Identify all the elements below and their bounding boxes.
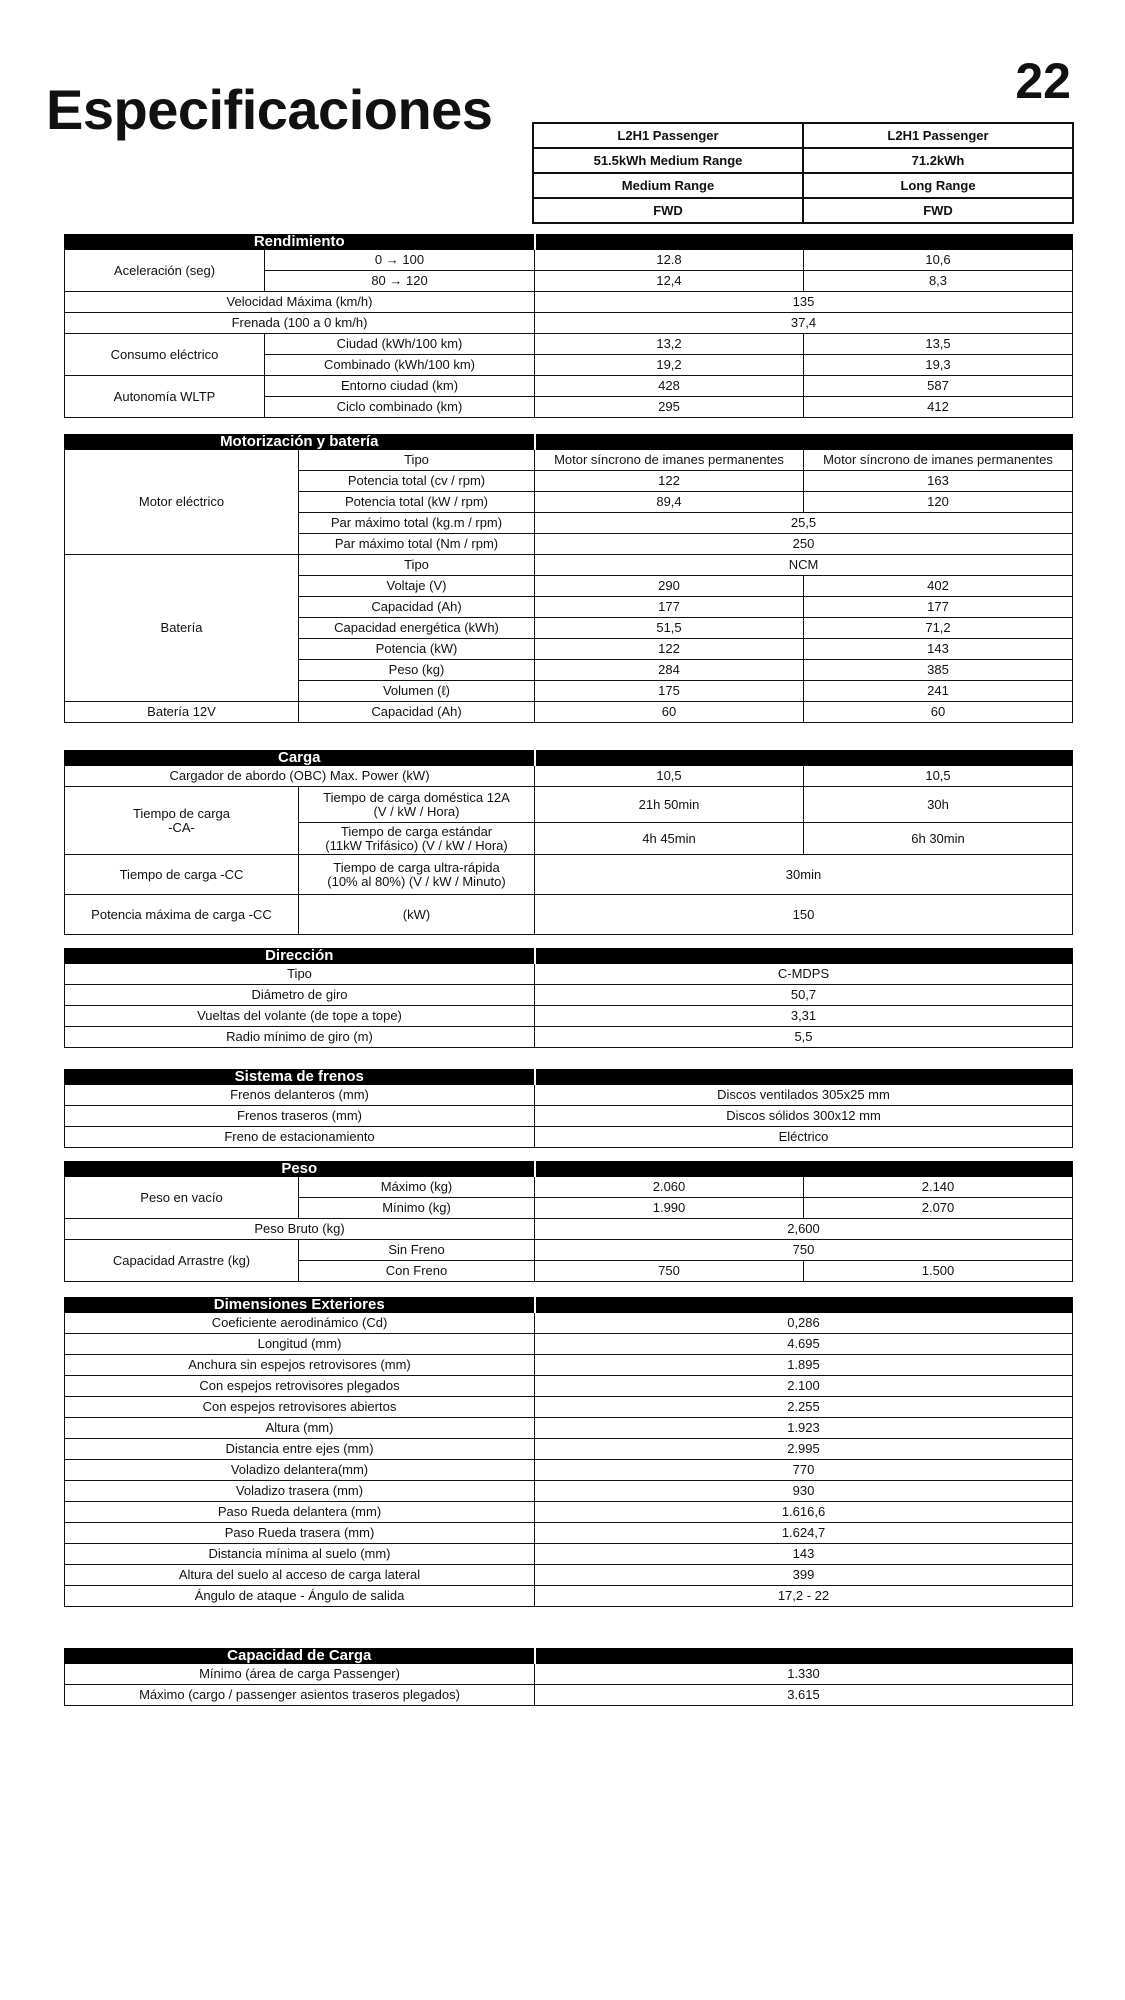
value-medium: 21h 50min: [535, 787, 804, 823]
row-label: Distancia mínima al suelo (mm): [65, 1544, 535, 1565]
row-label: Batería 12V: [65, 702, 299, 723]
table-row: [65, 766, 1073, 787]
row-label: Autonomía WLTP: [65, 376, 265, 418]
table-row: [65, 1544, 1073, 1565]
value-shared: 750: [535, 1240, 1073, 1261]
row-sublabel: Tiempo de carga doméstica 12A (V / kW / Hora): [299, 787, 535, 823]
table-row: [65, 1481, 1073, 1502]
row-label: Peso en vacío: [65, 1177, 299, 1219]
value-shared: 3.615: [535, 1685, 1073, 1706]
row-sublabel: Potencia total (kW / rpm): [299, 492, 535, 513]
value-shared: 1.616,6: [535, 1502, 1073, 1523]
value-medium: 10,5: [535, 766, 804, 787]
row-label: Distancia entre ejes (mm): [65, 1439, 535, 1460]
value-long: 385: [804, 660, 1073, 681]
value-shared: 135: [535, 292, 1073, 313]
row-sublabel: 0 → 100: [265, 250, 535, 271]
page-number: 22: [1015, 53, 1071, 109]
value-shared: 143: [535, 1544, 1073, 1565]
table-row: [65, 1460, 1073, 1481]
value-shared: 3,31: [535, 1006, 1073, 1027]
value-medium: 122: [535, 471, 804, 492]
table-row: [65, 1106, 1073, 1127]
value-long: 10,5: [804, 766, 1073, 787]
value-medium: 13,2: [535, 334, 804, 355]
row-label: Freno de estacionamiento: [65, 1127, 535, 1148]
table-row: [65, 1523, 1073, 1544]
model-header-table: [532, 122, 1074, 224]
table-row: [65, 1355, 1073, 1376]
value-long: 30h: [804, 787, 1073, 823]
row-label: Voladizo delantera(mm): [65, 1460, 535, 1481]
value-shared: Discos sólidos 300x12 mm: [535, 1106, 1073, 1127]
table-row: [65, 964, 1073, 985]
value-medium: 60: [535, 702, 804, 723]
row-label: Paso Rueda delantera (mm): [65, 1502, 535, 1523]
section-title-dimensiones: Dimensiones Exteriores: [65, 1298, 535, 1313]
value-shared: 5,5: [535, 1027, 1073, 1048]
row-label: Consumo eléctrico: [65, 334, 265, 376]
row-sublabel: Ciudad (kWh/100 km): [265, 334, 535, 355]
table-row: [65, 1219, 1073, 1240]
section-title-direccion: Dirección: [65, 949, 535, 964]
row-label: Cargador de abordo (OBC) Max. Power (kW): [65, 766, 535, 787]
row-label: Motor eléctrico: [65, 450, 299, 555]
value-long: 120: [804, 492, 1073, 513]
header-row-model: [533, 123, 1073, 148]
peso-table: [64, 1161, 1073, 1282]
value-shared: 30min: [535, 855, 1073, 895]
row-sublabel: Mínimo (kg): [299, 1198, 535, 1219]
value-medium: 89,4: [535, 492, 804, 513]
table-row: [65, 1397, 1073, 1418]
value-long: 143: [804, 639, 1073, 660]
table-row: [65, 1586, 1073, 1607]
value-long: 177: [804, 597, 1073, 618]
row-sublabel: Capacidad (Ah): [299, 702, 535, 723]
value-shared: 2,600: [535, 1219, 1073, 1240]
carga-table: [64, 750, 1073, 935]
row-sublabel: Volumen (ℓ): [299, 681, 535, 702]
value-shared: 0,286: [535, 1313, 1073, 1334]
row-label: Frenos traseros (mm): [65, 1106, 535, 1127]
row-label: Radio mínimo de giro (m): [65, 1027, 535, 1048]
row-sublabel: Potencia total (cv / rpm): [299, 471, 535, 492]
value-shared: 1.624,7: [535, 1523, 1073, 1544]
table-row: [65, 1127, 1073, 1148]
row-sublabel: Par máximo total (Nm / rpm): [299, 534, 535, 555]
row-label: Tiempo de carga -CC: [65, 855, 299, 895]
row-sublabel: Potencia (kW): [299, 639, 535, 660]
section-title-capacidad: Capacidad de Carga: [65, 1649, 535, 1664]
table-row: [65, 1502, 1073, 1523]
row-label: Anchura sin espejos retrovisores (mm): [65, 1355, 535, 1376]
row-label: Máximo (cargo / passenger asientos traseros plegados): [65, 1685, 535, 1706]
table-row: [65, 895, 1073, 935]
row-label: Capacidad Arrastre (kg): [65, 1240, 299, 1282]
row-label: Batería: [65, 555, 299, 702]
row-label: Ángulo de ataque - Ángulo de salida: [65, 1586, 535, 1607]
header-cell: Long Range: [803, 173, 1073, 198]
value-shared: Eléctrico: [535, 1127, 1073, 1148]
row-label: Mínimo (área de carga Passenger): [65, 1664, 535, 1685]
value-long: 412: [804, 397, 1073, 418]
value-medium: 51,5: [535, 618, 804, 639]
row-label: Coeficiente aerodinámico (Cd): [65, 1313, 535, 1334]
table-row: [65, 1240, 1073, 1261]
value-shared: 50,7: [535, 985, 1073, 1006]
capacidad-table: [64, 1648, 1073, 1706]
row-sublabel: Entorno ciudad (km): [265, 376, 535, 397]
header-cell: L2H1 Passenger: [803, 123, 1073, 148]
row-sublabel: Combinado (kWh/100 km): [265, 355, 535, 376]
value-shared: 4.695: [535, 1334, 1073, 1355]
value-shared: 150: [535, 895, 1073, 935]
row-label: Tiempo de carga -CA-: [65, 787, 299, 855]
value-medium: 175: [535, 681, 804, 702]
value-medium: 122: [535, 639, 804, 660]
value-long: 587: [804, 376, 1073, 397]
value-long: 60: [804, 702, 1073, 723]
row-sublabel: Sin Freno: [299, 1240, 535, 1261]
row-label: Altura (mm): [65, 1418, 535, 1439]
row-sublabel: Tipo: [299, 555, 535, 576]
header-row-drive: [533, 198, 1073, 223]
value-long: 2.140: [804, 1177, 1073, 1198]
row-label: Frenada (100 a 0 km/h): [65, 313, 535, 334]
row-sublabel: Capacidad (Ah): [299, 597, 535, 618]
value-long: 402: [804, 576, 1073, 597]
row-sublabel: Tipo: [299, 450, 535, 471]
value-long: 1.500: [804, 1261, 1073, 1282]
table-row: [65, 1565, 1073, 1586]
value-shared: 770: [535, 1460, 1073, 1481]
row-sublabel: Peso (kg): [299, 660, 535, 681]
row-label: Diámetro de giro: [65, 985, 535, 1006]
table-row: [65, 1006, 1073, 1027]
value-shared: 17,2 - 22: [535, 1586, 1073, 1607]
direccion-table: [64, 948, 1073, 1048]
page-title: Especificaciones: [46, 78, 493, 141]
value-medium: 12.8: [535, 250, 804, 271]
header-cell: Medium Range: [533, 173, 803, 198]
motorizacion-table: [64, 434, 1073, 723]
table-row: [65, 555, 1073, 576]
table-row: [65, 1685, 1073, 1706]
table-row: [65, 450, 1073, 471]
table-row: [65, 334, 1073, 355]
rendimiento-table: [64, 234, 1073, 418]
row-sublabel: Voltaje (V): [299, 576, 535, 597]
value-long: 2.070: [804, 1198, 1073, 1219]
value-long: 6h 30min: [804, 823, 1073, 855]
value-medium: 1.990: [535, 1198, 804, 1219]
value-long: Motor síncrono de imanes permanentes: [804, 450, 1073, 471]
row-sublabel: (kW): [299, 895, 535, 935]
value-shared: 930: [535, 1481, 1073, 1502]
row-label: Potencia máxima de carga -CC: [65, 895, 299, 935]
table-row: [65, 1313, 1073, 1334]
frenos-table: [64, 1069, 1073, 1148]
value-medium: 4h 45min: [535, 823, 804, 855]
row-label: Vueltas del volante (de tope a tope): [65, 1006, 535, 1027]
value-shared: 25,5: [535, 513, 1073, 534]
row-sublabel: Tiempo de carga ultra-rápida (10% al 80%) (V / kW / Minuto): [299, 855, 535, 895]
value-long: 8,3: [804, 271, 1073, 292]
value-medium: Motor síncrono de imanes permanentes: [535, 450, 804, 471]
row-label: Velocidad Máxima (km/h): [65, 292, 535, 313]
value-long: 163: [804, 471, 1073, 492]
value-shared: Discos ventilados 305x25 mm: [535, 1085, 1073, 1106]
value-shared: 1.330: [535, 1664, 1073, 1685]
table-row: [65, 1418, 1073, 1439]
value-shared: 2.100: [535, 1376, 1073, 1397]
row-label: Frenos delanteros (mm): [65, 1085, 535, 1106]
row-label: Con espejos retrovisores abiertos: [65, 1397, 535, 1418]
table-row: [65, 292, 1073, 313]
value-long: 10,6: [804, 250, 1073, 271]
header-row-battery: [533, 148, 1073, 173]
header-cell: FWD: [533, 198, 803, 223]
row-label: Paso Rueda trasera (mm): [65, 1523, 535, 1544]
table-row: [65, 787, 1073, 823]
row-label: Voladizo trasera (mm): [65, 1481, 535, 1502]
header-cell: L2H1 Passenger: [533, 123, 803, 148]
row-label: Con espejos retrovisores plegados: [65, 1376, 535, 1397]
value-shared: 1.895: [535, 1355, 1073, 1376]
row-sublabel: Par máximo total (kg.m / rpm): [299, 513, 535, 534]
table-row: [65, 1334, 1073, 1355]
row-sublabel: Ciclo combinado (km): [265, 397, 535, 418]
value-long: 71,2: [804, 618, 1073, 639]
table-row: [65, 1085, 1073, 1106]
section-title-rendimiento: Rendimiento: [65, 235, 535, 250]
table-row: [65, 1027, 1073, 1048]
table-row: [65, 1664, 1073, 1685]
row-sublabel: Máximo (kg): [299, 1177, 535, 1198]
table-row: [65, 1177, 1073, 1198]
table-row: [65, 250, 1073, 271]
row-label: Tipo: [65, 964, 535, 985]
section-title-motorizacion: Motorización y batería: [65, 435, 535, 450]
value-medium: 2.060: [535, 1177, 804, 1198]
value-medium: 19,2: [535, 355, 804, 376]
dimensiones-table: [64, 1297, 1073, 1607]
table-row: [65, 1376, 1073, 1397]
value-medium: 177: [535, 597, 804, 618]
table-row: [65, 855, 1073, 895]
value-medium: 290: [535, 576, 804, 597]
table-row: [65, 1439, 1073, 1460]
row-sublabel: Con Freno: [299, 1261, 535, 1282]
value-shared: NCM: [535, 555, 1073, 576]
value-shared: C-MDPS: [535, 964, 1073, 985]
value-shared: 2.255: [535, 1397, 1073, 1418]
row-label: Longitud (mm): [65, 1334, 535, 1355]
header-cell: FWD: [803, 198, 1073, 223]
table-row: [65, 702, 1073, 723]
row-label: Aceleración (seg): [65, 250, 265, 292]
value-shared: 1.923: [535, 1418, 1073, 1439]
value-medium: 750: [535, 1261, 804, 1282]
value-shared: 399: [535, 1565, 1073, 1586]
row-label: Peso Bruto (kg): [65, 1219, 535, 1240]
header-cell: 51.5kWh Medium Range: [533, 148, 803, 173]
table-row: [65, 313, 1073, 334]
value-shared: 250: [535, 534, 1073, 555]
value-long: 241: [804, 681, 1073, 702]
value-shared: 2.995: [535, 1439, 1073, 1460]
section-title-carga: Carga: [65, 751, 535, 766]
value-medium: 12,4: [535, 271, 804, 292]
header-row-range: [533, 173, 1073, 198]
value-medium: 284: [535, 660, 804, 681]
value-long: 13,5: [804, 334, 1073, 355]
header-cell: 71.2kWh: [803, 148, 1073, 173]
table-row: [65, 985, 1073, 1006]
table-row: [65, 376, 1073, 397]
value-shared: 37,4: [535, 313, 1073, 334]
row-sublabel: Tiempo de carga estándar (11kW Trifásico) (V / kW / Hora): [299, 823, 535, 855]
row-sublabel: 80 → 120: [265, 271, 535, 292]
value-medium: 295: [535, 397, 804, 418]
row-label: Altura del suelo al acceso de carga lateral: [65, 1565, 535, 1586]
value-long: 19,3: [804, 355, 1073, 376]
value-medium: 428: [535, 376, 804, 397]
section-title-frenos: Sistema de frenos: [65, 1070, 535, 1085]
section-title-peso: Peso: [65, 1162, 535, 1177]
row-sublabel: Capacidad energética (kWh): [299, 618, 535, 639]
